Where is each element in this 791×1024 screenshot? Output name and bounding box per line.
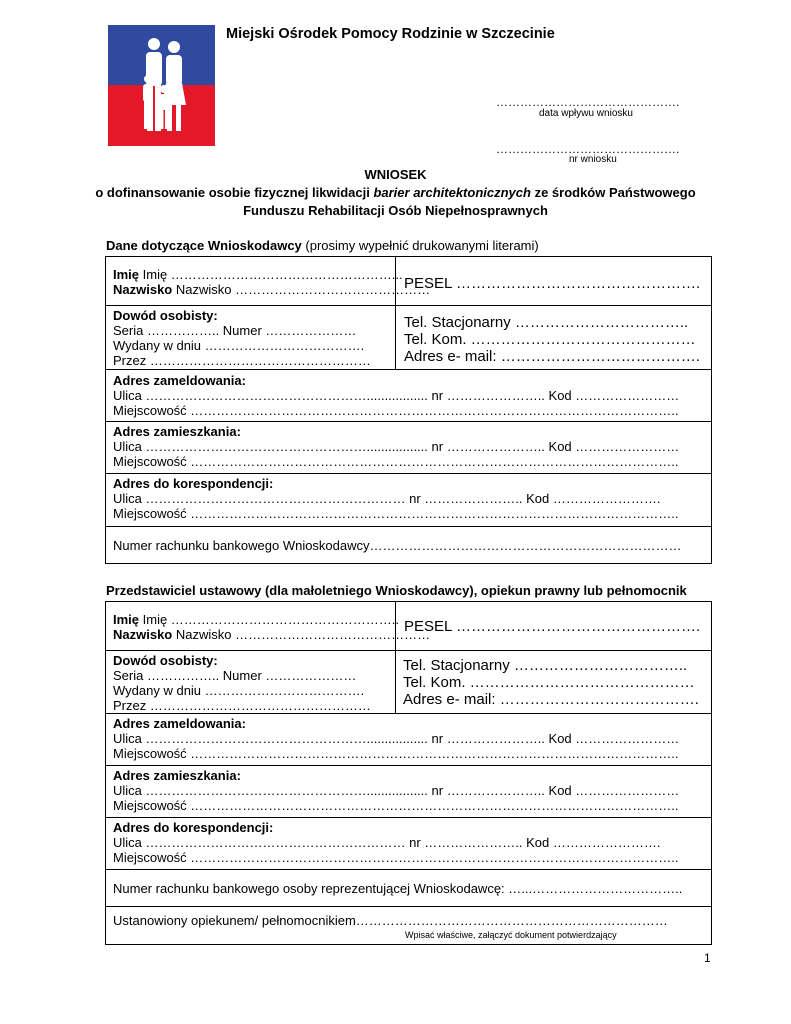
surname-field[interactable]: Nazwisko Nazwisko ………………………………………	[113, 282, 431, 297]
rep-correspondence-street-field[interactable]: Ulica …………………………………………………… nr ………………….. Kod …………………….	[113, 835, 661, 850]
rep-landline-phone-field[interactable]: Tel. Stacjonarny ……………………………..	[403, 657, 688, 674]
residence-address-label: Adres zamieszkania:	[113, 424, 241, 439]
section1-heading: Dane dotyczące Wnioskodawcy (prosimy wypełnić drukowanymi literami)	[106, 238, 539, 253]
rep-email-field[interactable]: Adres e- mail: ………………………………….	[403, 691, 699, 708]
id-issue-date-field[interactable]: Wydany w dniu ……………………………….	[113, 338, 365, 353]
section2-heading: Przedstawiciel ustawowy (dla małoletniego Wnioskodawcy), opiekun prawny lub pełnomocnik	[106, 583, 687, 598]
pesel-field[interactable]: PESEL ………………………………………….	[404, 275, 701, 292]
rep-id-series-number-field[interactable]: Seria …………….. Numer …………………	[113, 668, 357, 683]
correspondence-address-label: Adres do korespondencji:	[113, 476, 274, 491]
id-series-number-field[interactable]: Seria …………….. Numer …………………	[113, 323, 357, 338]
rep-registered-city-field[interactable]: Miejscowość …………………………………………………………………………………………………..	[113, 746, 679, 761]
date-received-label: data wpływu wniosku	[539, 108, 633, 119]
guardian-proxy-field[interactable]: Ustanowiony opiekunem/ pełnomocnikiem………………………………………………………………	[113, 913, 668, 928]
rep-id-card-label: Dowód osobisty:	[113, 653, 218, 668]
rep-residence-city-field[interactable]: Miejscowość …………………………………………………………………………………………………..	[113, 798, 679, 813]
id-card-label: Dowód osobisty:	[113, 308, 218, 323]
rep-id-issuer-field[interactable]: Przez ……………………………………………	[113, 698, 371, 713]
table-divider	[105, 713, 712, 714]
correspondence-city-field[interactable]: Miejscowość …………………………………………………………………………………………………..	[113, 506, 679, 521]
rep-residence-street-field[interactable]: Ulica ……………………………………………................. nr ………………….. Kod ……………………	[113, 783, 680, 798]
table-divider	[105, 421, 712, 422]
table-divider	[105, 650, 712, 651]
landline-phone-field[interactable]: Tel. Stacjonarny ……………………………..	[404, 314, 689, 331]
id-issuer-field[interactable]: Przez ……………………………………………	[113, 353, 371, 368]
residence-city-field[interactable]: Miejscowość …………………………………………………………………………………………………..	[113, 454, 679, 469]
rep-residence-address-label: Adres zamieszkania:	[113, 768, 241, 783]
family-logo	[108, 25, 215, 146]
organization-name: Miejski Ośrodek Pomocy Rodzinie w Szczecinie	[226, 26, 555, 42]
first-name-field[interactable]: Imię Imię ……………………………………………...	[113, 267, 403, 282]
table-divider	[105, 526, 712, 527]
rep-correspondence-address-label: Adres do korespondencji:	[113, 820, 274, 835]
form-title: WNIOSEK	[364, 167, 427, 182]
registered-street-field[interactable]: Ulica ……………………………………………................. nr ………………….. Kod ……………………	[113, 388, 680, 403]
table-divider	[105, 869, 712, 870]
application-number-label: nr wniosku	[569, 154, 617, 165]
form-subtitle-line1: o dofinansowanie osobie fizycznej likwidacji barier architektonicznych ze środków Państwowego	[95, 185, 696, 200]
registered-city-field[interactable]: Miejscowość …………………………………………………………………………………………………..	[113, 403, 679, 418]
table-divider	[105, 817, 712, 818]
table-divider	[105, 369, 712, 370]
form-subtitle-line2: Funduszu Rehabilitacji Osób Niepełnosprawnych	[243, 203, 548, 218]
rep-registered-address-label: Adres zameldowania:	[113, 716, 246, 731]
table-divider	[105, 473, 712, 474]
rep-surname-field[interactable]: Nazwisko Nazwisko ………………………………………	[113, 627, 431, 642]
rep-pesel-field[interactable]: PESEL ………………………………………….	[404, 618, 701, 635]
application-number-field: ……………………………………….	[496, 142, 680, 156]
table-divider	[105, 305, 712, 306]
registered-address-label: Adres zameldowania:	[113, 373, 246, 388]
page-number: 1	[704, 951, 711, 965]
rep-bank-account-field[interactable]: Numer rachunku bankowego osoby reprezentującej Wnioskodawcę: …...……………………………..	[113, 881, 683, 896]
table-divider	[105, 765, 712, 766]
residence-street-field[interactable]: Ulica ……………………………………………................. nr ………………….. Kod ……………………	[113, 439, 680, 454]
correspondence-street-field[interactable]: Ulica …………………………………………………… nr ………………….. Kod …………………….	[113, 491, 661, 506]
rep-registered-street-field[interactable]: Ulica ……………………………………………................. nr ………………….. Kod ……………………	[113, 731, 680, 746]
rep-first-name-field[interactable]: Imię Imię ……………………………………………..	[113, 612, 400, 627]
date-received-field: ……………………………………….	[496, 95, 680, 109]
rep-correspondence-city-field[interactable]: Miejscowość …………………………………………………………………………………………………..	[113, 850, 679, 865]
email-field[interactable]: Adres e- mail: ………………………………….	[404, 348, 700, 365]
bank-account-field[interactable]: Numer rachunku bankowego Wnioskodawcy………………………………………………………………	[113, 538, 682, 553]
rep-id-issue-date-field[interactable]: Wydany w dniu ……………………………….	[113, 683, 365, 698]
rep-mobile-phone-field[interactable]: Tel. Kom. ………………………………………	[403, 674, 695, 691]
guardian-proxy-note: Wpisać właściwe, załączyć dokument potwierdzający	[405, 930, 617, 940]
table-divider	[105, 906, 712, 907]
mobile-phone-field[interactable]: Tel. Kom. ………………………………………	[404, 331, 696, 348]
